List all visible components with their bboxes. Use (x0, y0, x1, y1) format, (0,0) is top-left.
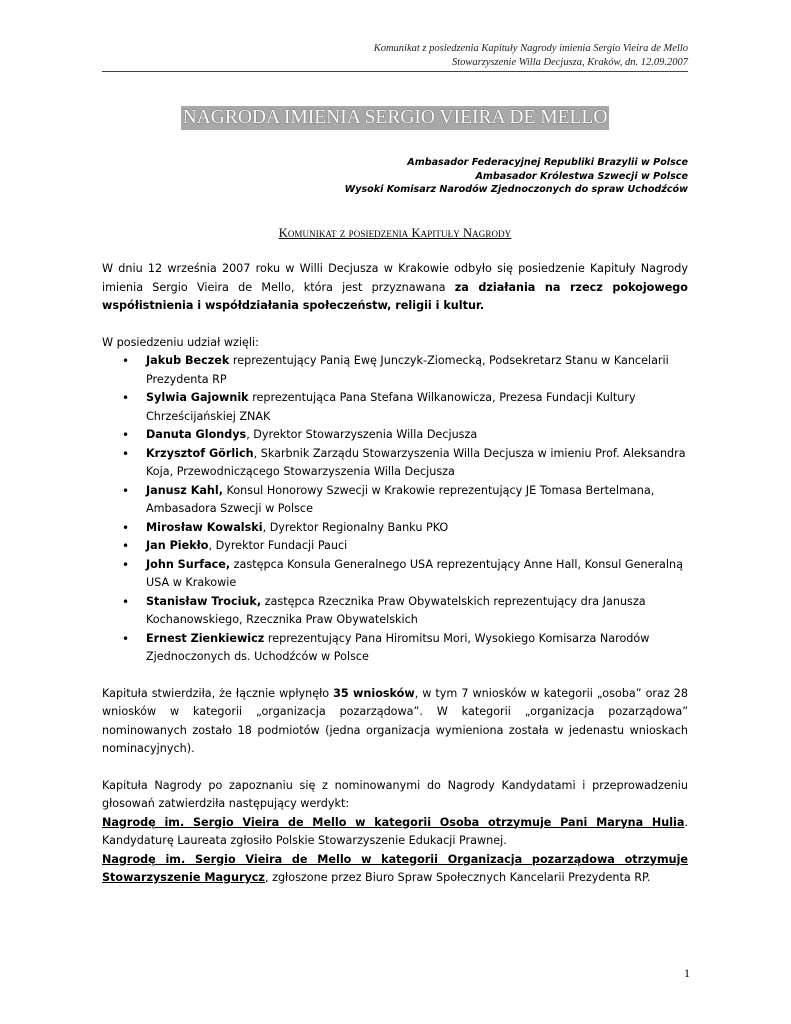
bullet-icon: • (122, 539, 130, 553)
participant-role: , Skarbnik Zarządu Stowarzyszenia Willa Decjusza w imieniu Prof. Aleksandra Koja, Przewodniczącego Stowarzyszenia Willa Decjusza (146, 446, 686, 478)
participant-role: zastępca Rzecznika Praw Obywatelskich reprezentujący dra Janusza Kochanowskiego, Rzecznika Praw Obywatelskich (146, 594, 646, 626)
participants-list (102, 352, 688, 667)
list-item (102, 445, 688, 482)
participant-role: reprezentująca Pana Stefana Wilkanowicza, Prezesa Fundacji Kultury Chrześcijańskiej ZNAK (146, 391, 636, 423)
page-number: 1 (684, 966, 690, 980)
list-item (102, 352, 688, 389)
participant-name: Sylwia Gajownik (146, 391, 249, 404)
list-item (102, 519, 688, 538)
header-divider (102, 71, 688, 72)
intro-paragraph (102, 260, 688, 316)
verdict-organization (102, 851, 688, 888)
list-item (102, 389, 688, 426)
participant-name: Ernest Zienkiewicz (146, 631, 265, 645)
participant-role: reprezentujący Panią Ewę Junczyk-Ziomecką, Podsekretarz Stanu w Kancelarii Prezydenta RP (146, 354, 669, 386)
header-line-1: Komunikat z posiedzenia Kapituły Nagrody imienia Sergio Vieira de Mello (373, 43, 688, 54)
bullet-icon: • (122, 631, 130, 646)
participant-role: , Dyrektor Stowarzyszenia Willa Decjusza (246, 428, 478, 441)
participant-name: John Surface, (146, 557, 231, 571)
spacer (102, 759, 688, 777)
participant-role: , Dyrektor Regionalny Banku PKO (262, 520, 449, 534)
participant-name: Stanisław Trociuk, (146, 594, 262, 608)
verdict-intro: Kapituła Nagrody po zapoznaniu się z nominowanymi do Nagrody Kandydatami i przeprowadzeniu głosowań zatwierdziła następujący werdykt: (102, 778, 688, 810)
participant-name: Krzysztof Görlich (146, 446, 254, 460)
participant-role: zastępca Konsula Generalnego USA reprezentujący Anne Hall, Konsul Generalną USA w Krakowie (146, 557, 683, 589)
list-item (102, 630, 688, 667)
intro-text: W dniu 12 września 2007 roku w Willi Decjusza w Krakowie odbyło się posiedzenie Kapituły Nagrody imienia Sergio Vieira de Mello, która jest przyznawana (102, 262, 688, 294)
bullet-icon: • (122, 520, 130, 535)
bullet-icon: • (122, 557, 130, 572)
bullet-icon: • (122, 354, 130, 368)
verdict-person-rest: . Kandydaturę Laureata zgłosiło Polskie Stowarzyszenie Edukacji Prawnej. (102, 815, 688, 847)
communique-subtitle: Komunikat z posiedzenia Kapituły Nagrody (278, 226, 512, 240)
participant-name: Mirosław Kowalski (146, 520, 263, 534)
list-item (102, 482, 688, 519)
bullet-icon: • (122, 428, 130, 442)
patron-line: Ambasador Federacyjnej Republiki Brazylii w Polsce (407, 157, 688, 168)
bullet-icon: • (122, 483, 130, 498)
document-body (102, 260, 688, 888)
participant-role: , Dyrektor Fundacji Pauci (208, 539, 348, 552)
participant-name: Janusz Kahl, (146, 483, 223, 497)
spacer (102, 667, 688, 685)
verdict-person-award: Nagrodę im. Sergio Vieira de Mello w kategorii Osoba otrzymuje Pani Maryna Hulia (102, 815, 685, 829)
page-header (102, 42, 688, 70)
participant-role: Konsul Honorowy Szwecji w Krakowie reprezentujący JE Tomasa Bertelmana, Ambasadora Szwecji w Polsce (146, 483, 655, 515)
summary-paragraph (102, 685, 688, 759)
bullet-icon: • (122, 446, 130, 461)
participant-role: reprezentujący Pana Hiromitsu Mori, Wysokiego Komisarza Narodów Zjednoczonych ds. Uchodźców w Polsce (146, 631, 650, 663)
title-container (102, 106, 688, 130)
patron-line: Wysoki Komisarz Narodów Zjednoczonych do spraw Uchodźców (344, 184, 688, 195)
patrons-block (102, 156, 688, 197)
participant-name: Danuta Glondys (146, 428, 247, 441)
list-item (102, 593, 688, 630)
document-title: NAGRODA IMIENIA SERGIO VIEIRA DE MELLO (182, 107, 608, 128)
list-item (102, 426, 688, 445)
summary-text-post: , w tym 7 wniosków w kategorii „osoba” oraz 28 wniosków w kategorii „organizacja pozarządowa”. W kategorii „organizacja pozarządowa” nominowanych zostało 18 podmiotów (jedna organizacja wymieniona została w jedenastu wnioskach nominacyjnych). (102, 686, 688, 755)
header-line-2: Stowarzyszenie Willa Decjusza, Kraków, dn. 12.09.2007 (451, 57, 688, 68)
patron-line: Ambasador Królestwa Szwecji w Polsce (475, 170, 688, 182)
bullet-icon: • (122, 594, 130, 609)
participants-heading: W posiedzeniu udział wzięli: (102, 335, 259, 349)
intro-bold-text: za działania na rzecz pokojowego współistnienia i współdziałania społeczeństw, religii i kultur. (102, 280, 688, 312)
participant-name: Jan Piekło (146, 539, 209, 552)
summary-text-pre: Kapituła stwierdziła, że łącznie wpłynęło (102, 686, 334, 700)
list-item (102, 556, 688, 593)
participant-name: Jakub Beczek (146, 354, 230, 367)
verdict-org-award: Nagrodę im. Sergio Vieira de Mello w kategorii Organizacja pozarządowa otrzymuje Stowarzyszenie Magurycz (102, 852, 688, 884)
bullet-icon: • (122, 391, 130, 405)
list-item (102, 537, 688, 556)
verdict-org-rest: , zgłoszone przez Biuro Spraw Społecznych Kancelarii Prezydenta RP. (264, 871, 651, 884)
verdict-person (102, 814, 688, 851)
summary-count: 35 wniosków (333, 686, 415, 700)
spacer (102, 316, 688, 334)
